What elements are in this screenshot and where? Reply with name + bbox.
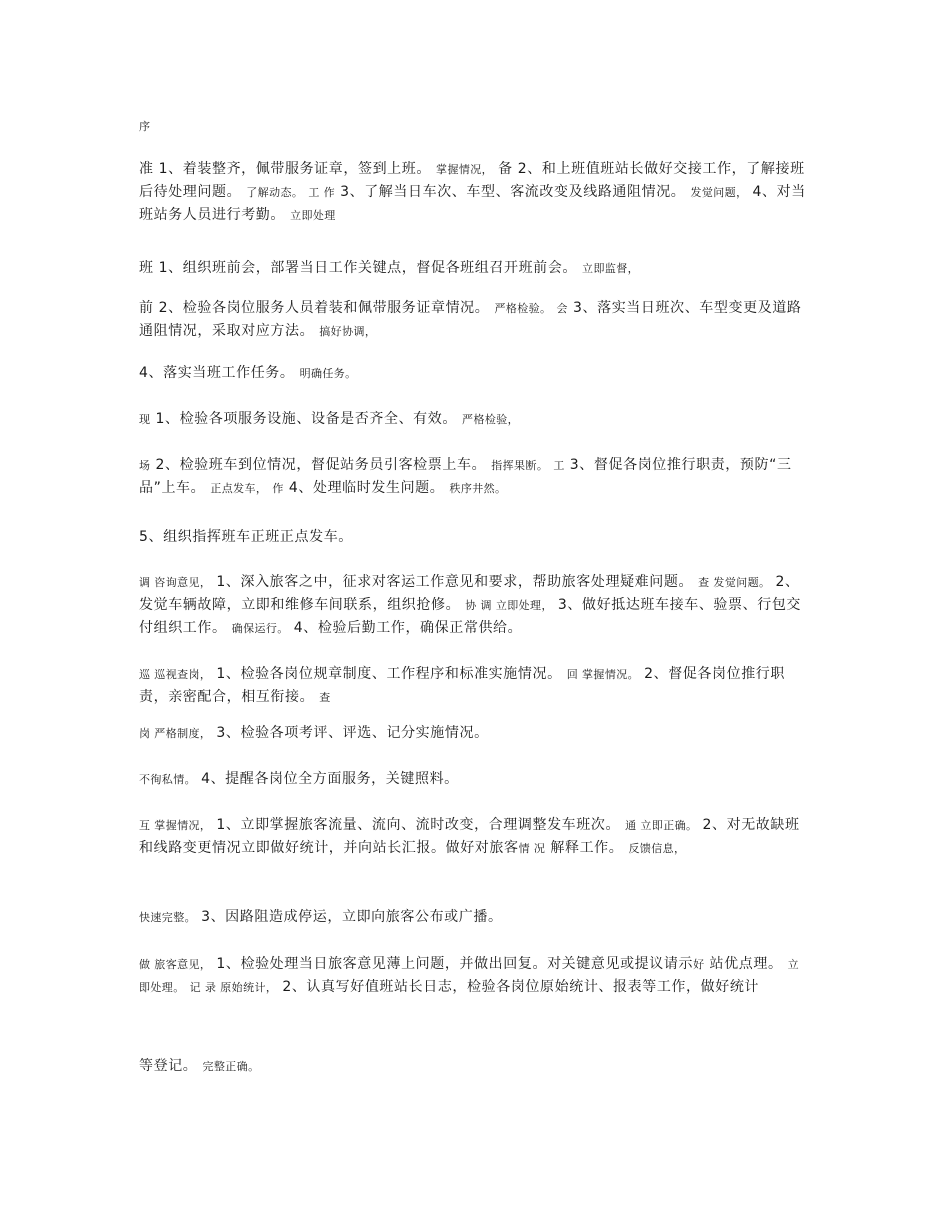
paragraph-8: 调 咨询意见， 1、深入旅客之中，征求对客运工作意见和要求，帮助旅客处理疑难问题。 查 发觉问题。 2、发觉车辆故障，立即和维修车间联系，组织抢修。 协 调 立即处理， 3、做好抵达班车接车、验票、行包交付组织工作。 确保运行。 4、检验后勤工作，确保正常供给。 [139, 574, 802, 636]
paragraph-5: 现 1、检验各项服务设施、设备是否齐全、有效。 严格检验， [139, 411, 520, 427]
paragraph-11: 不徇私情。 4、提醒各岗位全方面服务，关键照料。 [139, 771, 459, 787]
paragraph-2: 班 1、组织班前会，部署当日工作关键点，督促各班组召开班前会。 立即监督， [139, 260, 640, 276]
paragraph-4: 4、落实当班工作任务。 明确任务。 [139, 365, 357, 381]
section-heading: 序 [139, 120, 151, 133]
paragraph-7: 5、组织指挥班车正班正点发车。 [139, 529, 353, 545]
paragraph-3: 前 2、检验各岗位服务人员着装和佩带服务证章情况。 严格检验。 会 3、落实当日班次、车型变更及道路通阻情况，采取对应方法。 搞好协调， [139, 300, 802, 339]
paragraph-1: 准 1、着装整齐，佩带服务证章，签到上班。 掌握情况， 备 2、和上班值班站长做好交接工作，了解接班后待处理问题。 了解动态。 工 作 3、了解当日车次、车型、客流改变及线路通阻情况。 发觉问题， 4、对当班站务人员进行考勤。 立即处理 [139, 161, 806, 223]
paragraph-6: 场 2、检验班车到位情况，督促站务员引客检票上车。 指挥果断。 工 3、督促各岗位推行职责，预防“三品”上车。 正点发车， 作 4、处理临时发生问题。 秩序井然。 [139, 457, 792, 496]
paragraph-15: 等登记。 完整正确。 [139, 1058, 260, 1074]
paragraph-9: 巡 巡视查岗， 1、检验各岗位规章制度、工作程序和标准实施情况。 回 掌握情况。 2、督促各岗位推行职责，亲密配合，相互衔接。 查 [139, 666, 786, 705]
paragraph-14: 做 旅客意见， 1、检验处理当日旅客意见薄上问题，并做出回复。对关键意见或提议请示好 站优点理。 立即处理。 记 录 原始统计， 2、认真写好值班站长日志，检验各岗位原始统计、报表等工作，做好统计 [139, 956, 800, 995]
paragraph-12: 互 掌握情况， 1、立即掌握旅客流量、流向、流时改变，合理调整发车班次。 通 立即正确。 2、对无故缺班和线路变更情况立即做好统计，并向站长汇报。做好对旅客情 况 解释工作。 反馈信息， [139, 817, 800, 856]
paragraph-13: 快速完整。 3、因路阻造成停运，立即向旅客公布或广播。 [139, 909, 503, 925]
paragraph-10: 岗 严格制度， 3、检验各项考评、评选、记分实施情况。 [139, 725, 489, 741]
